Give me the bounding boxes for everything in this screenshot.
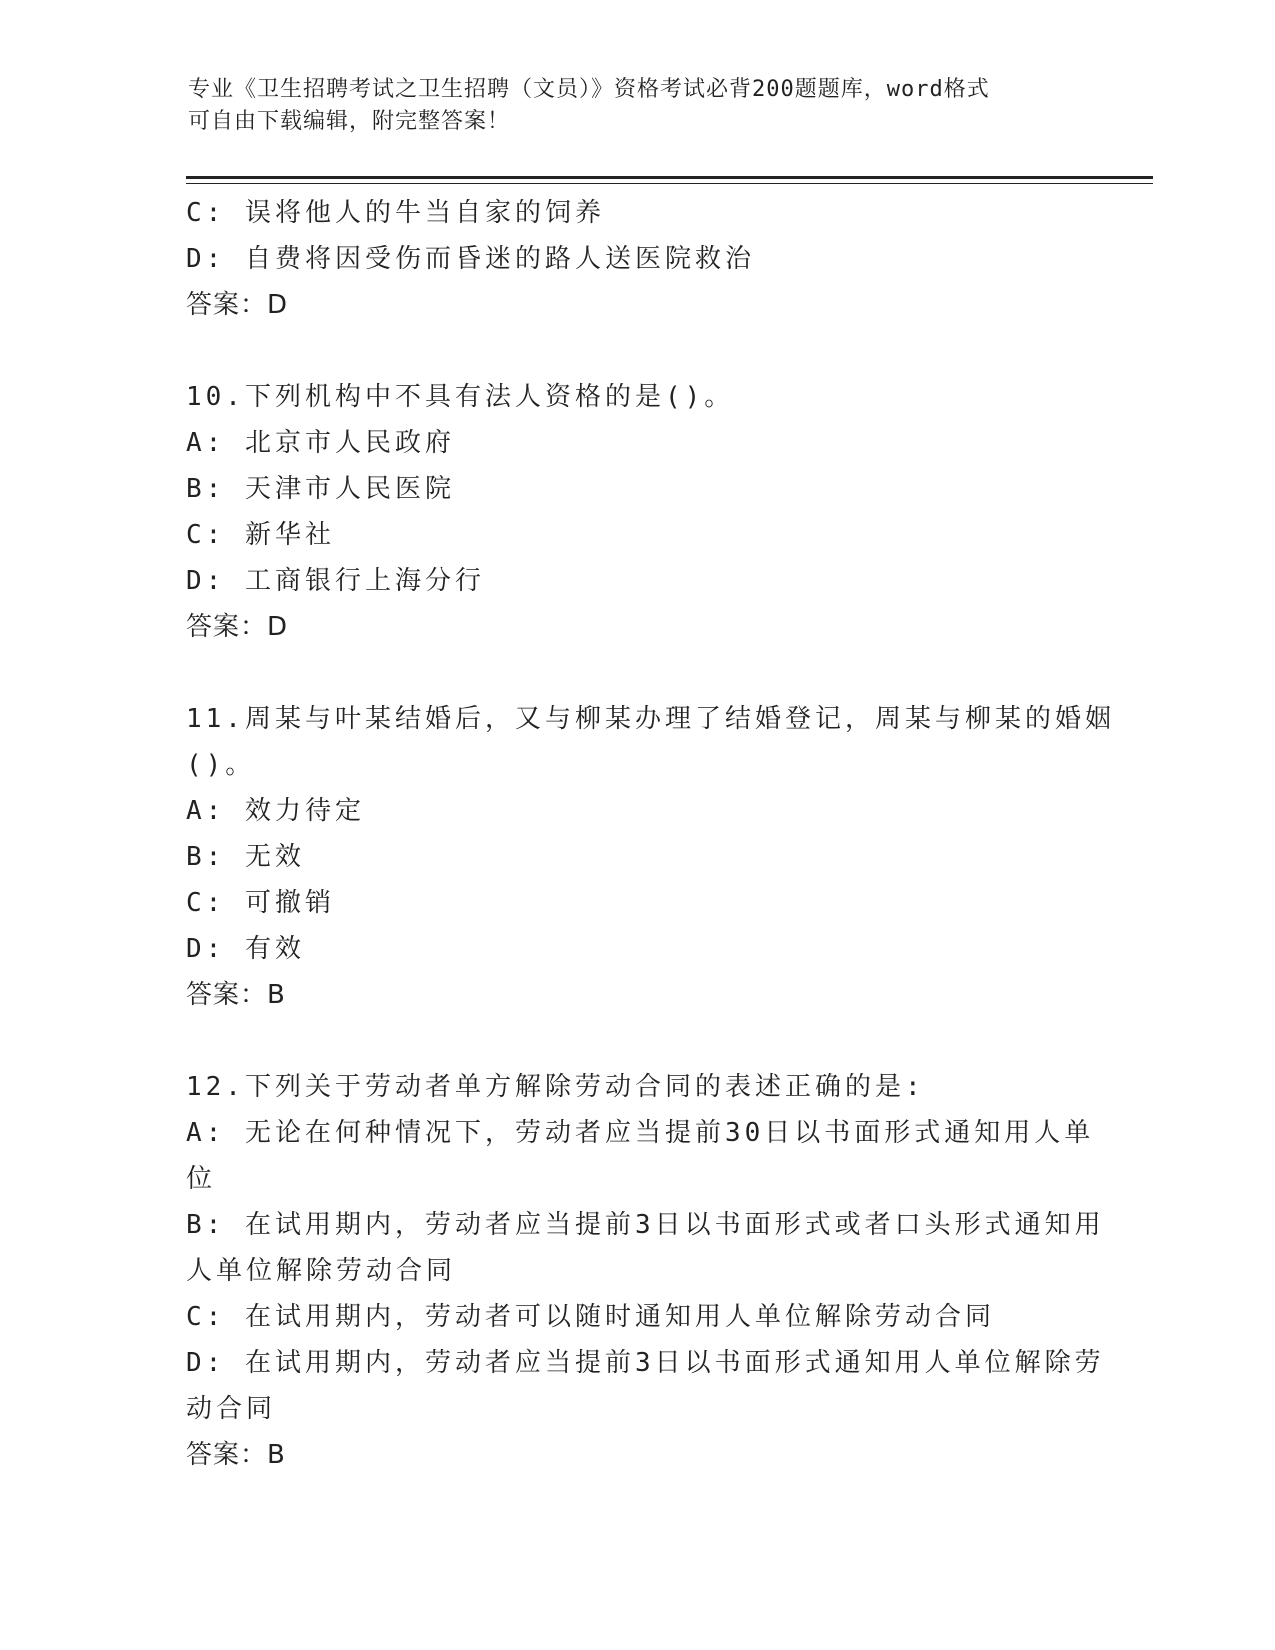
spacer (186, 650, 1086, 696)
option-a: A: 效力待定 (186, 796, 365, 826)
option-c: C: 误将他人的牛当自家的饲养 (186, 198, 605, 228)
option-d: D: 有效 (186, 934, 305, 964)
question-text: 10.下列机构中不具有法人资格的是()。 (186, 382, 735, 412)
option-b: B: 无效 (186, 842, 305, 872)
header-line-2: 可自由下载编辑，附完整答案！ (188, 109, 511, 134)
question-list (186, 190, 1115, 1478)
option-d: D: 自费将因受伤而昏迷的路人送医院救治 (186, 244, 755, 274)
option-a-line-2: 位 (186, 1164, 217, 1194)
option-a: A: 北京市人民政府 (186, 428, 455, 458)
spacer (186, 328, 1086, 374)
header-line-1: 专业《卫生招聘考试之卫生招聘（文员）》资格考试必背200题题库，word格式 (188, 77, 990, 102)
answer: 答案：D (186, 612, 289, 642)
spacer (186, 1018, 1086, 1064)
answer: 答案：B (186, 980, 286, 1010)
question-text: 12.下列关于劳动者单方解除劳动合同的表述正确的是: (186, 1072, 925, 1102)
option-b-line-1: B: 在试用期内，劳动者应当提前3日以书面形式或者口头形式通知用 (186, 1210, 1105, 1240)
option-a-line-1: A: 无论在何种情况下，劳动者应当提前30日以书面形式通知用人单 (186, 1118, 1095, 1148)
option-c: C: 新华社 (186, 520, 335, 550)
question-text-line-2: ()。 (186, 750, 256, 780)
option-b: B: 天津市人民医院 (186, 474, 455, 504)
question-10 (186, 374, 1086, 650)
question-text-line-1: 11.周某与叶某结婚后，又与柳某办理了结婚登记，周某与柳某的婚姻 (186, 704, 1115, 734)
question-11 (186, 696, 1115, 1018)
answer: 答案：B (186, 1440, 286, 1470)
option-b-line-2: 人单位解除劳动合同 (186, 1256, 457, 1286)
question-9-tail (186, 190, 1086, 328)
option-c: C: 可撤销 (186, 888, 335, 918)
question-12 (186, 1064, 1105, 1478)
header-divider-thick (186, 176, 1153, 179)
document-header (188, 74, 1098, 138)
option-c: C: 在试用期内，劳动者可以随时通知用人单位解除劳动合同 (186, 1302, 995, 1332)
option-d-line-1: D: 在试用期内，劳动者应当提前3日以书面形式通知用人单位解除劳 (186, 1348, 1105, 1378)
option-d-line-2: 动合同 (186, 1394, 277, 1424)
answer: 答案：D (186, 290, 289, 320)
header-divider-thin (186, 183, 1153, 184)
option-d: D: 工商银行上海分行 (186, 566, 485, 596)
